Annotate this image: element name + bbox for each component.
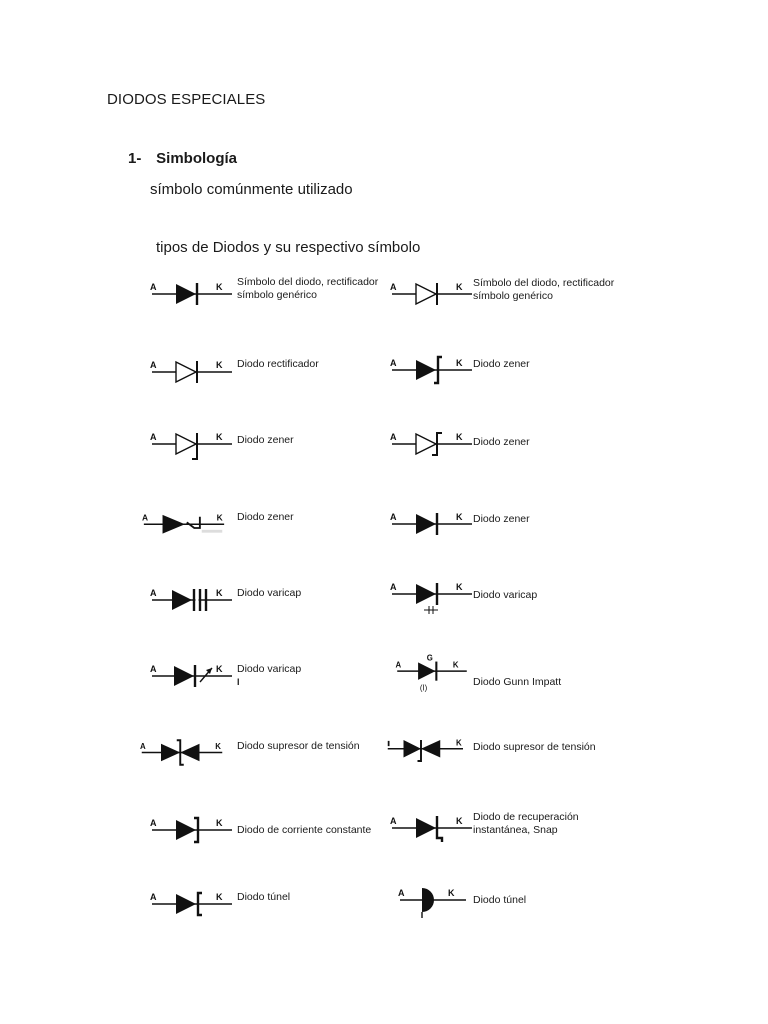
constant-current-diode-icon bbox=[150, 816, 234, 856]
svg-text:A: A bbox=[150, 360, 157, 370]
svg-text:A: A bbox=[140, 742, 146, 751]
svg-text:A: A bbox=[150, 282, 157, 292]
label-tvs-alt: Diodo supresor de tensión bbox=[473, 741, 596, 753]
tvs-diode-icon bbox=[140, 736, 224, 776]
label-varicap-arrow: Diodo varicap I bbox=[237, 663, 302, 687]
svg-text:A: A bbox=[390, 432, 397, 442]
svg-text:K: K bbox=[216, 892, 223, 902]
label-zener-filled: Diodo zener bbox=[473, 513, 530, 525]
section-number: 1- bbox=[128, 150, 142, 167]
i-mark: I bbox=[237, 677, 240, 687]
svg-text:K: K bbox=[456, 738, 462, 748]
varicap-diode-arrow-icon bbox=[150, 660, 234, 700]
zener-diode-icon bbox=[390, 354, 474, 394]
svg-text:A: A bbox=[395, 660, 402, 670]
svg-text:K: K bbox=[216, 282, 223, 292]
svg-text:K: K bbox=[448, 888, 455, 898]
zener-diode-filled-icon bbox=[390, 508, 474, 548]
svg-text:A: A bbox=[150, 818, 157, 828]
label-zener-z: Diodo zener bbox=[237, 511, 294, 523]
svg-text:K: K bbox=[456, 582, 463, 592]
subtitle-common-symbol: símbolo comúnmente utilizado bbox=[150, 181, 353, 198]
label-gunn-impatt: Diodo Gunn Impatt bbox=[473, 676, 562, 688]
svg-text:A: A bbox=[398, 888, 405, 898]
label-diode-rectifier: Diodo rectificador bbox=[237, 358, 319, 370]
diode-generic-icon bbox=[150, 276, 234, 316]
svg-text:A: A bbox=[390, 358, 397, 368]
svg-text:A: A bbox=[150, 664, 157, 674]
zener-diode-outline-z-icon bbox=[390, 430, 474, 470]
svg-text:A: A bbox=[390, 282, 397, 292]
zener-diode-z-icon bbox=[142, 508, 226, 548]
svg-text:K: K bbox=[216, 432, 223, 442]
svg-text:K: K bbox=[456, 432, 463, 442]
svg-text:A: A bbox=[150, 432, 157, 442]
label-zener-outline-z: Diodo zener bbox=[473, 436, 530, 448]
label-zener-outline: Diodo zener bbox=[237, 434, 294, 446]
svg-text:A: A bbox=[142, 512, 149, 523]
svg-text:A: A bbox=[390, 816, 397, 826]
svg-text:K: K bbox=[452, 660, 459, 670]
svg-text:G: G bbox=[426, 653, 433, 663]
label-tvs: Diodo supresor de tensión bbox=[237, 740, 360, 752]
diode-generic-outline-icon bbox=[390, 276, 474, 316]
label-tunnel: Diodo túnel bbox=[237, 891, 291, 903]
label-zener: Diodo zener bbox=[473, 358, 530, 370]
diode-rectifier-icon bbox=[150, 356, 234, 396]
svg-text:K: K bbox=[216, 818, 223, 828]
svg-text:K: K bbox=[216, 512, 223, 523]
zener-diode-outline-icon bbox=[150, 430, 234, 470]
svg-text:K: K bbox=[456, 816, 463, 826]
varicap-diode-cap-below-icon bbox=[390, 580, 474, 620]
tunnel-diode-alt-icon bbox=[396, 884, 480, 924]
svg-text:(I): (I) bbox=[419, 683, 428, 693]
snap-recovery-diode-icon bbox=[390, 812, 474, 852]
svg-text:A: A bbox=[390, 512, 397, 522]
label-constant-current: Diodo de corriente constante bbox=[237, 824, 372, 836]
svg-text:A: A bbox=[150, 588, 157, 598]
svg-text:K: K bbox=[216, 664, 223, 674]
svg-text:K: K bbox=[456, 358, 463, 368]
label-tunnel-alt: Diodo túnel bbox=[473, 894, 527, 906]
svg-text:K: K bbox=[215, 742, 221, 751]
svg-text:K: K bbox=[456, 512, 463, 522]
label-generic-diode: Símbolo del diodo, rectificador símbolo genérico bbox=[237, 276, 379, 301]
tvs-diode-alt-icon bbox=[386, 734, 470, 774]
svg-text:K: K bbox=[216, 588, 223, 598]
label-generic-diode-outline: Símbolo del diodo, rectificador símbolo genérico bbox=[473, 277, 615, 302]
svg-text:K: K bbox=[216, 360, 223, 370]
label-varicap: Diodo varicap bbox=[237, 587, 302, 599]
section-title: Simbología bbox=[156, 150, 238, 167]
document-title: DIODOS ESPECIALES bbox=[107, 91, 266, 108]
label-varicap-cap-below: Diodo varicap bbox=[473, 589, 538, 601]
varicap-diode-icon bbox=[150, 584, 234, 624]
gunn-impatt-diode-icon bbox=[390, 652, 474, 692]
section-heading bbox=[128, 150, 237, 167]
svg-text:K: K bbox=[456, 282, 463, 292]
tunnel-diode-icon bbox=[150, 890, 234, 930]
svg-text:A: A bbox=[150, 892, 157, 902]
label-snap-recovery: Diodo de recuperación instantánea, Snap bbox=[473, 811, 579, 836]
svg-text:A: A bbox=[390, 582, 397, 592]
subtitle-diode-types: tipos de Diodos y su respectivo símbolo bbox=[156, 239, 421, 256]
